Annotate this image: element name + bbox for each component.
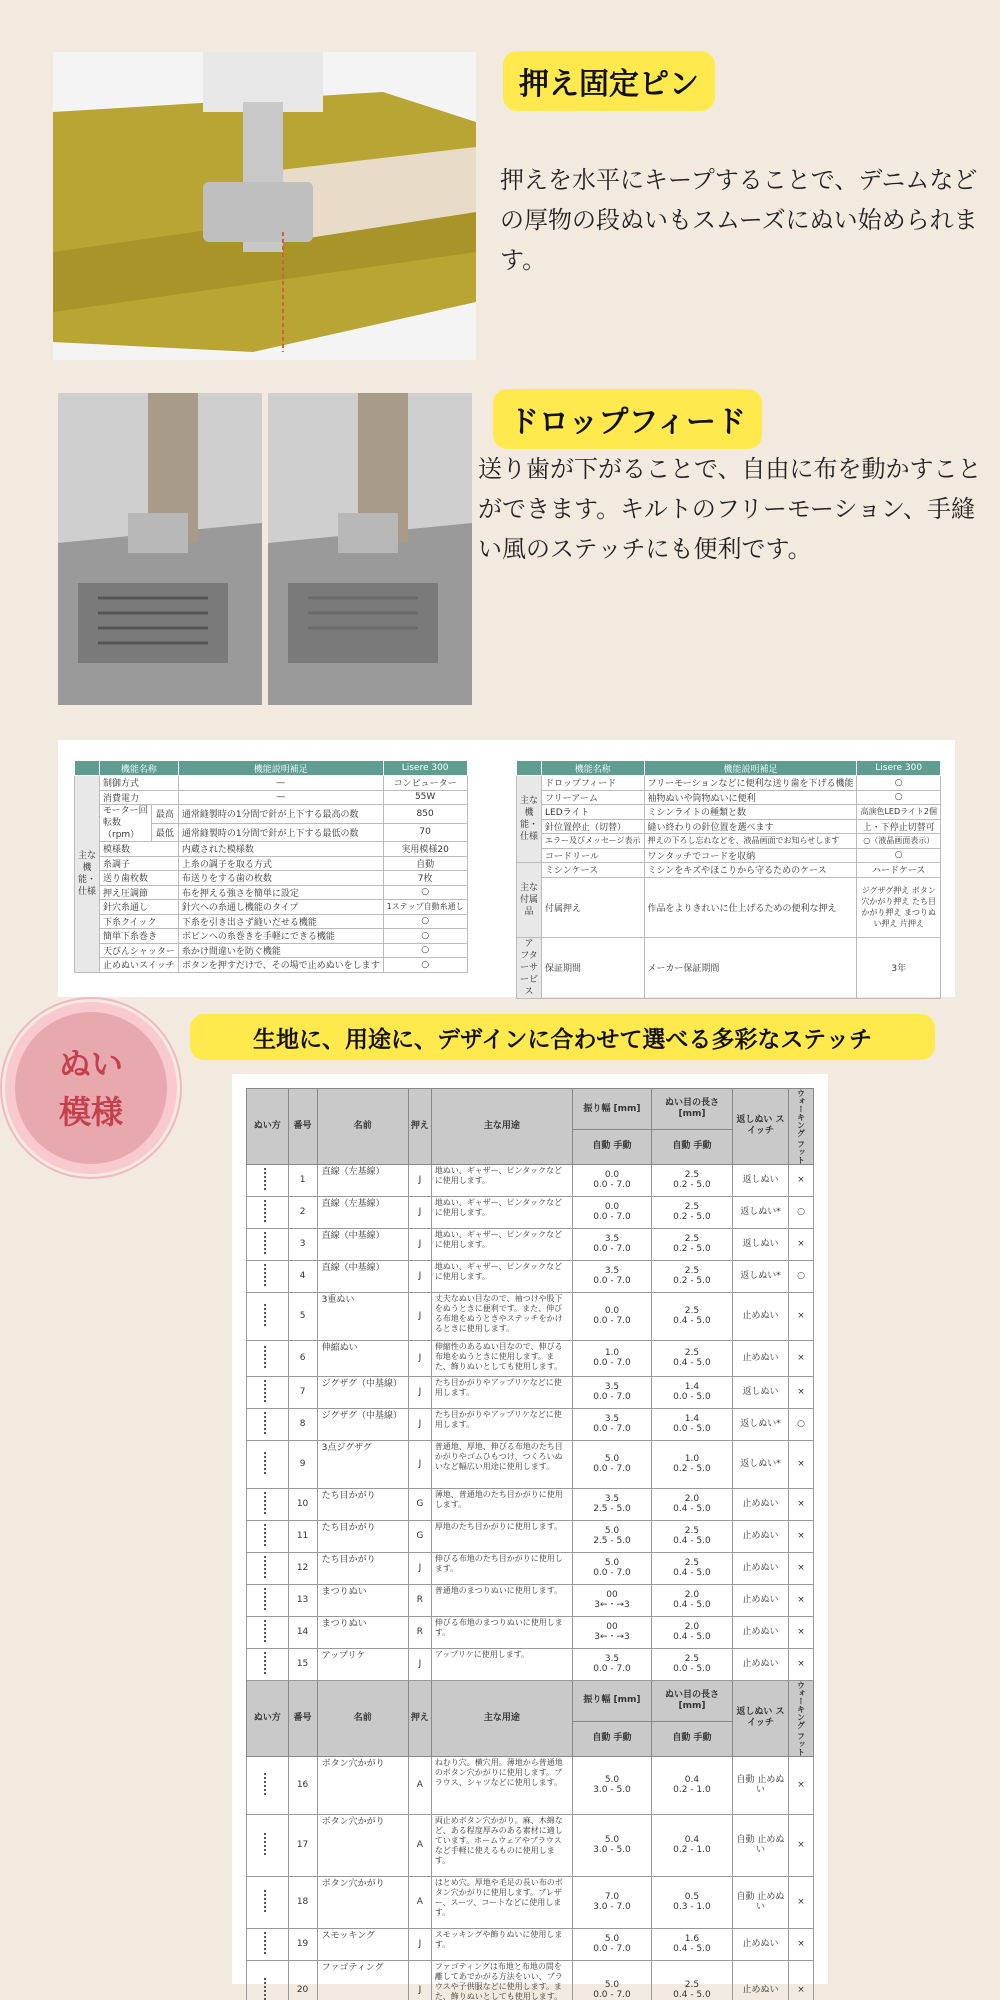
stitch-row: 7 ジグザグ（中基線） J たち目かがりやアップリケなどに使用します。 3.5 0.0 - 7.0 1.4 0.0 - 5.0 返しぬい × xyxy=(247,1376,814,1408)
stitch-pattern-icon xyxy=(264,1412,270,1434)
feature-title-presser-pin: 押え固定ピン xyxy=(503,51,715,111)
stitch-pattern-icon xyxy=(264,1833,270,1855)
stitch-pattern-icon xyxy=(264,1524,270,1546)
stitch-pattern-icon xyxy=(264,1346,270,1368)
stitch-pattern-icon xyxy=(264,1380,270,1402)
stitch-row: 3 直線（中基線） J 地ぬい、ギャザー、ピンタックなどに使用します。 3.5 0.0 - 7.0 2.5 0.2 - 5.0 返しぬい × xyxy=(247,1228,814,1260)
feature-description-drop-feed: 送り歯が下がることで、自由に布を動かすことができます。キルトのフリーモーション、手縫い風のステッチにも便利です。 xyxy=(478,455,982,563)
stitch-row: 17 ボタン穴かがり A 両止めボタン穴かがり。麻、木綿など、ある程度厚みのある素材に適しています。ホームウェアやブラウスなど手軽に使えるものに使用します。 5.0 3.0 - 5.0 0.4 0.2 - 1.0 自動 止めぬい × xyxy=(247,1814,814,1876)
spec-table-panel xyxy=(58,740,955,997)
spec-table-left: 機能名称 機能説明補足 Lisere 300 主な機能・仕様 制御方式 — コンピューター 消費電力 — 55W モーター回転数（rpm） 最高 通常縫製時の1分間で針が上下する最高の数 850 最低 通常縫製時の1分間で針が上下する最低の数 70 模様数 内蔵された模様数 実用模様20 糸調子 上糸の調子を取る方式 自動 送り歯枚数 布送りをする歯の枚数 7枚 押え圧調節 布を押える強さを簡単に設定 ○ 針穴糸通し 針穴への糸通し機能のタイプ 1ステップ自動糸通し 下糸クイック 下糸を引き出さず縫いだせる機能 ○ 簡単下糸巻き ボビンへの糸巻きを手軽にできる機能 ○ 天びんシャッター 糸かけ間違いを防ぐ機能 ○ 止めぬいスイッチ ボタンを押すだけで、その場で止めぬいをします ○ xyxy=(74,760,468,973)
stitch-table-body-b: ぬい方 番号 名前 押え 主な用途 振り幅 [mm] ぬい目の長さ [mm] 返しぬい スイッチ ウォーキング フット 自動 手動 自動 手動 16 ボタン穴かがり A ねむり穴。横穴用。薄地から普通地のボタン穴かがりに使用します。ブラウス、シャツなどに使用します。 5.0 3.0 - 5.0 0.4 0.2 - 1.0 自動 止めぬい × 17 ボタン穴かがり A 両止めボタン穴かがり。麻、木綿など、ある程度厚みのある素材に適しています。ホームウェアやブラウスなど手軽に使えるものに使用します。 5.0 3.0 - 5.0 0.4 0.2 - 1.0 自動 止めぬい × 18 ボタン穴かがり A はとめ穴。厚地や毛足の長い布のボタン穴かがりに使用します。ブレザー、スーツ、コートなどに使用します。 7.0 3.0 - 7.0 0.5 0.3 - 1.0 自動 止めぬい × 19 スモッキング J スモッキングや飾りぬいに使用します。 5.0 0.0 - 7.0 1.6 0.4 - 5.0 止めぬい × 20 ファゴティング J ファゴティングは布地と布地の間を離してあでかがる方法をいい、ブラウスや子供服などに使用します。また、飾りぬいとしても使用します。 5.0 0.0 - 7.0 2.5 0.4 - 5.0 止めぬい × xyxy=(247,1680,814,2000)
stitch-row: 14 まつりぬい R 伸びる布地のまつりぬいに使用します。 00 3←・→3 2.0 0.4 - 5.0 止めぬい × xyxy=(247,1616,814,1648)
spec-group-label: 主な機能・仕様 xyxy=(75,776,100,973)
stitch-badge xyxy=(5,1002,177,1174)
stitch-pattern-icon xyxy=(264,1232,270,1254)
stitch-row: 10 たち目かがり G 薄地、普通地のたち目かがりに使用します。 3.5 2.5 - 5.0 2.0 0.4 - 5.0 止めぬい × xyxy=(247,1488,814,1520)
spec-header-desc: 機能説明補足 xyxy=(178,761,383,776)
spec-header-name: 機能名称 xyxy=(100,761,179,776)
stitch-row: 15 アップリケ J アップリケに使用します。 3.5 0.0 - 7.0 2.5 0.0 - 5.0 止めぬい × xyxy=(247,1648,814,1680)
stitch-row: 20 ファゴティング J ファゴティングは布地と布地の間を離してあでかがる方法をいい、ブラウスや子供服などに使用します。また、飾りぬいとしても使用します。 5.0 0.0 - 7.0 2.5 0.4 - 5.0 止めぬい × xyxy=(247,1960,814,2000)
stitch-row: 18 ボタン穴かがり A はとめ穴。厚地や毛足の長い布のボタン穴かがりに使用します。ブレザー、スーツ、コートなどに使用します。 7.0 3.0 - 7.0 0.5 0.3 - 1.0 自動 止めぬい × xyxy=(247,1876,814,1928)
stitch-row: 12 たち目かがり J 伸びる布地のたち目かがりに使用します。 5.0 0.0 - 7.0 2.5 0.4 - 5.0 止めぬい × xyxy=(247,1552,814,1584)
stitch-pattern-icon xyxy=(264,1556,270,1578)
stitch-pattern-icon xyxy=(264,1492,270,1514)
spec-table-right: 機能名称 機能説明補足 Lisere 300 主な機能・仕様 ドロップフィード フリーモーションなどに便利な送り歯を下げる機能 ○ フリーアーム 袖物ぬいや筒物ぬいに便利 ○ LEDライト ミシンライトの種類と数 高演色LEDライト2個 針位置停止（切替） 縫い終わりの針位置を選べます 上・下停止切替可 エラー及びメッセージ表示 押えの下ろし忘れなどを、液晶画面でお知らせします ○（液晶画面表示） コードリール ワンタッチでコードを収納 ○ 主な付属品 ミシンケース ミシンをキズやほこりから守るためのケース ハードケース 付属押え 作品をよりきれいに仕上げるための便利な押え ジグザグ押え ボタン穴かがり押え たち目かがり押え まつりぬい押え 片押え アフターサービス 保証期間 メーカー保証期間 3年 xyxy=(516,760,941,999)
spec-header-model: Lisere 300 xyxy=(383,761,467,776)
stitch-table xyxy=(246,1088,814,2000)
stitch-row: 8 ジグザグ（中基線） J たち目かがりやアップリケなどに使用します。 3.5 0.0 - 7.0 1.4 0.0 - 5.0 返しぬい* ○ xyxy=(247,1408,814,1440)
stitch-row: 4 直線（中基線） J 地ぬい、ギャザー、ピンタックなどに使用します。 3.5 0.0 - 7.0 2.5 0.2 - 5.0 返しぬい* ○ xyxy=(247,1260,814,1292)
stitch-row: 6 伸縮ぬい J 伸縮性のあるぬい目なので、伸びる布地をぬうときに使用します。また、飾りぬいとしても使用します。 1.0 0.0 - 7.0 2.5 0.4 - 5.0 止めぬい × xyxy=(247,1340,814,1376)
stitch-row: 11 たち目かがり G 厚地のたち目かがりに使用します。 5.0 2.5 - 5.0 2.5 0.4 - 5.0 止めぬい × xyxy=(247,1520,814,1552)
stitch-row: 19 スモッキング J スモッキングや飾りぬいに使用します。 5.0 0.0 - 7.0 1.6 0.4 - 5.0 止めぬい × xyxy=(247,1928,814,1960)
presser-foot-photo xyxy=(53,52,476,360)
stitch-pattern-icon xyxy=(264,1200,270,1222)
stitch-pattern-icon xyxy=(264,1978,270,2000)
stitch-row: 1 直線（左基線） J 地ぬい、ギャザー、ピンタックなどに使用します。 0.0 0.0 - 7.0 2.5 0.2 - 5.0 返しぬい × xyxy=(247,1164,814,1196)
stitch-row: 9 3点ジグザグ J 普通地、厚地、伸びる布地のたち目かがりやゴムひもつけ、つくろいぬいなど幅広い用途に使用します。 5.0 0.0 - 7.0 1.0 0.2 - 5.0 返しぬい* × xyxy=(247,1440,814,1488)
feature-description-presser-pin: 押えを水平にキープすることで、デニムなどの厚物の段ぬいもスムーズにぬい始められます。 xyxy=(500,166,978,274)
stitch-badge-line2: 模様 xyxy=(58,1093,123,1131)
stitch-table-body-a: ぬい方 番号 名前 押え 主な用途 振り幅 [mm] ぬい目の長さ [mm] 返しぬい スイッチ ウォーキング フット 自動 手動 自動 手動 1 直線（左基線） J 地ぬい、ギャザー、ピンタックなどに使用します。 0.0 0.0 - 7.0 2.5 0.2 - 5.0 返しぬい × 2 直線（左基線） J 地ぬい、ギャザー、ピンタックなどに使用します。 0.0 0.0 - 7.0 2.5 0.2 - 5.0 返しぬい* ○ 3 直線（中基線） J 地ぬい、ギャザー、ピンタックなどに使用します。 3.5 0.0 - 7.0 2.5 0.2 - 5.0 返しぬい × 4 直線（中基線） J 地ぬい、ギャザー、ピンタックなどに使用します。 3.5 0.0 - 7.0 2.5 0.2 - 5.0 返しぬい* ○ 5 3重ぬい J 丈夫なぬい目なので、袖つけや股下をぬうときに便利です。また、伸びる布地をぬうときやステッチをかけるときに使用します。 0.0 0.0 - 7.0 2.5 0.4 - 5.0 止めぬい × 6 伸縮ぬい J 伸縮性のあるぬい目なので、伸びる布地をぬうときに使用します。また、飾りぬいとしても使用します。 1.0 0.0 - 7.0 2.5 0.4 - 5.0 止めぬい × 7 ジグザグ（中基線） J たち目かがりやアップリケなどに使用します。 3.5 0.0 - 7.0 1.4 0.0 - 5.0 返しぬい × 8 ジグザグ（中基線） J たち目かがりやアップリケなどに使用します。 3.5 0.0 - 7.0 1.4 0.0 - 5.0 返しぬい* ○ 9 3点ジグザグ J 普通地、厚地、伸びる布地のたち目かがりやゴムひもつけ、つくろいぬいなど幅広い用途に使用します。 5.0 0.0 - 7.0 1.0 0.2 - 5.0 返しぬい* × 10 たち目かがり G 薄地、普通地のたち目かがりに使用します。 3.5 2.5 - 5.0 2.0 0.4 - 5.0 止めぬい × 11 たち目かがり G 厚地のたち目かがりに使用します。 5.0 2.5 - 5.0 2.5 0.4 - 5.0 止めぬい × 12 たち目かがり J 伸びる布地のたち目かがりに使用します。 5.0 0.0 - 7.0 2.5 0.4 - 5.0 止めぬい × 13 まつりぬい R 普通地のまつりぬいに使用します。 00 3←・→3 2.0 0.4 - 5.0 止めぬい × 14 まつりぬい R 伸びる布地のまつりぬいに使用します。 00 3←・→3 2.0 0.4 - 5.0 止めぬい × 15 アップリケ J アップリケに使用します。 3.5 0.0 - 7.0 2.5 0.0 - 5.0 止めぬい × xyxy=(247,1089,814,1681)
stitch-badge-line1: ぬい xyxy=(58,1045,123,1083)
stitch-pattern-icon xyxy=(264,1264,270,1286)
feature-title-drop-feed: ドロップフィード xyxy=(493,389,762,449)
stitch-pattern-icon xyxy=(264,1304,270,1326)
stitch-row: 16 ボタン穴かがり A ねむり穴。横穴用。薄地から普通地のボタン穴かがりに使用します。ブラウス、シャツなどに使用します。 5.0 3.0 - 5.0 0.4 0.2 - 1.0 自動 止めぬい × xyxy=(247,1756,814,1814)
stitch-section-title: 生地に、用途に、デザインに合わせて選べる多彩なステッチ xyxy=(190,1014,935,1060)
stitch-pattern-icon xyxy=(264,1773,270,1795)
stitch-pattern-icon xyxy=(264,1652,270,1674)
stitch-row: 13 まつりぬい R 普通地のまつりぬいに使用します。 00 3←・→3 2.0 0.4 - 5.0 止めぬい × xyxy=(247,1584,814,1616)
stitch-pattern-icon xyxy=(264,1620,270,1642)
drop-feed-photo-down xyxy=(268,393,472,705)
stitch-pattern-icon xyxy=(264,1890,270,1912)
stitch-row: 5 3重ぬい J 丈夫なぬい目なので、袖つけや股下をぬうときに便利です。また、伸びる布地をぬうときやステッチをかけるときに使用します。 0.0 0.0 - 7.0 2.5 0.4 - 5.0 止めぬい × xyxy=(247,1292,814,1340)
stitch-pattern-icon xyxy=(264,1932,270,1954)
stitch-pattern-icon xyxy=(264,1168,270,1190)
stitch-row: 2 直線（左基線） J 地ぬい、ギャザー、ピンタックなどに使用します。 0.0 0.0 - 7.0 2.5 0.2 - 5.0 返しぬい* ○ xyxy=(247,1196,814,1228)
stitch-table-panel xyxy=(232,1074,828,2000)
stitch-pattern-icon xyxy=(264,1588,270,1610)
drop-feed-photo-up xyxy=(58,393,262,705)
stitch-pattern-icon xyxy=(264,1452,270,1474)
